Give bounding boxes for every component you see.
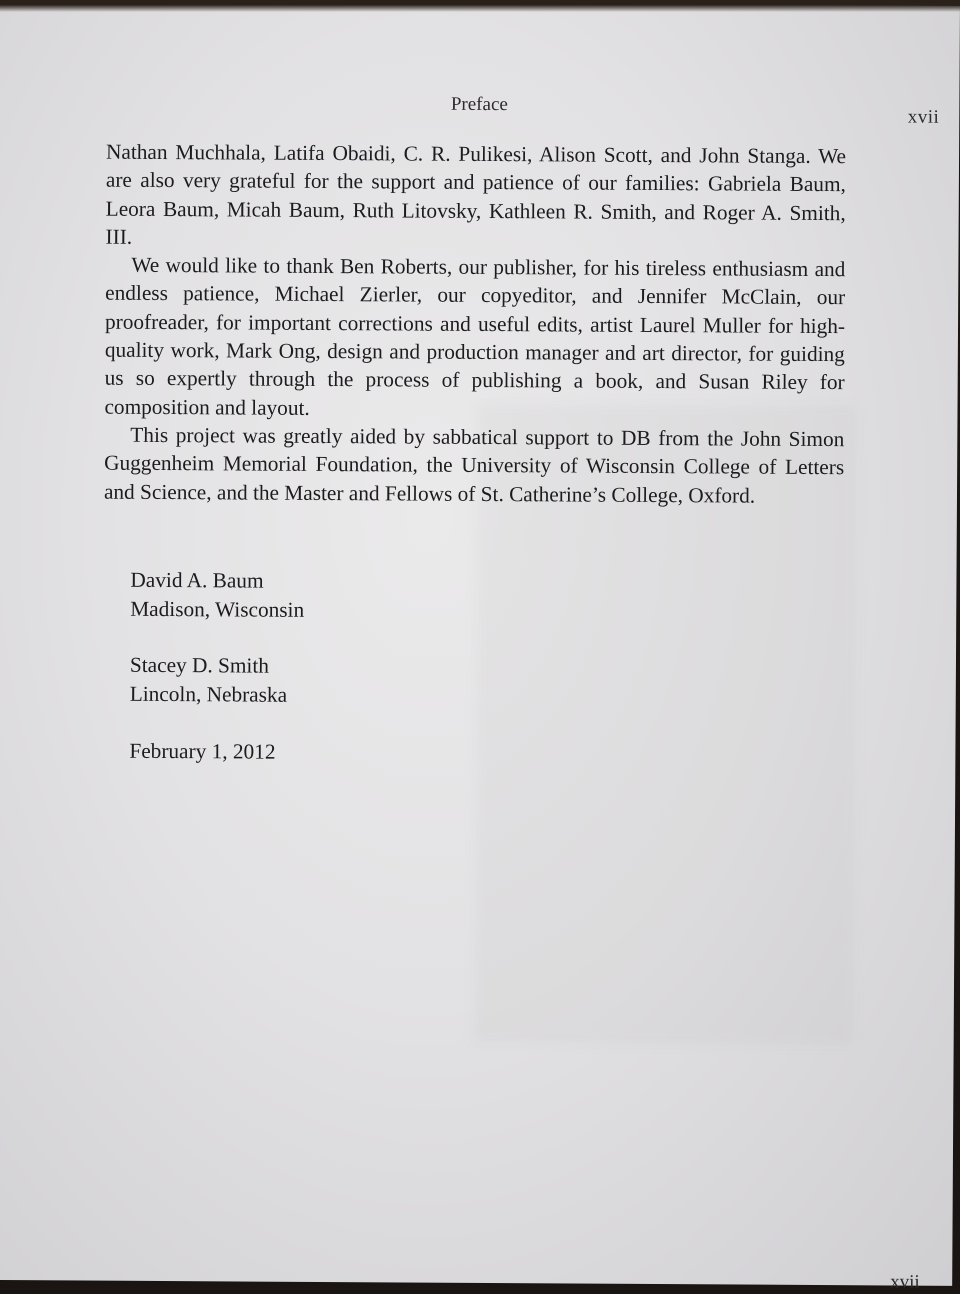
footer-page-number: xvii (890, 1271, 920, 1293)
header-page-number: xvii (907, 106, 940, 128)
preface-date: February 1, 2012 (129, 738, 276, 764)
signature-name: David A. Baum (130, 567, 264, 593)
paragraph-continuation: Nathan Muchhala, Latifa Obaidi, C. R. Pulikesi, Alison Scott, and John Stanga. We are also very grateful for the support and patience of our families: Gabriela Baum, Leora Baum, Micah Baum, Ruth Litovsky, Kathleen R. Smith, and Roger A. Smith, III. (105, 139, 847, 249)
paragraph-acknowledgements: We would like to thank Ben Roberts, our publisher, for his tireless enthusiasm and endless patience, Michael Zierler, our copyeditor, and Jennifer McClain, our proofreader, for important corrections and useful edits, artist Laurel Muller for high-quality work, Mark Ong, design and production manager and art director, for guiding us so expertly through the process of publishing a book, and Susan Riley for composition and layout. (104, 252, 846, 420)
signature-location: Lincoln, Nebraska (129, 681, 288, 707)
signature-block-smith (130, 651, 288, 709)
preface-body (104, 138, 846, 510)
signature-name: Stacey D. Smith (129, 652, 270, 678)
book-edge-shadow (0, 0, 960, 12)
signature-block-baum (130, 566, 304, 624)
signature-location: Madison, Wisconsin (130, 596, 305, 622)
running-header-title: Preface (450, 93, 508, 116)
paragraph-funding: This project was greatly aided by sabbatical support to DB from the John Simon Guggenheim Memorial Foundation, the University of Wisconsin College of Letters and Science, and the Master and Fellows of St. Catherine’s College, Oxford. (103, 422, 845, 508)
